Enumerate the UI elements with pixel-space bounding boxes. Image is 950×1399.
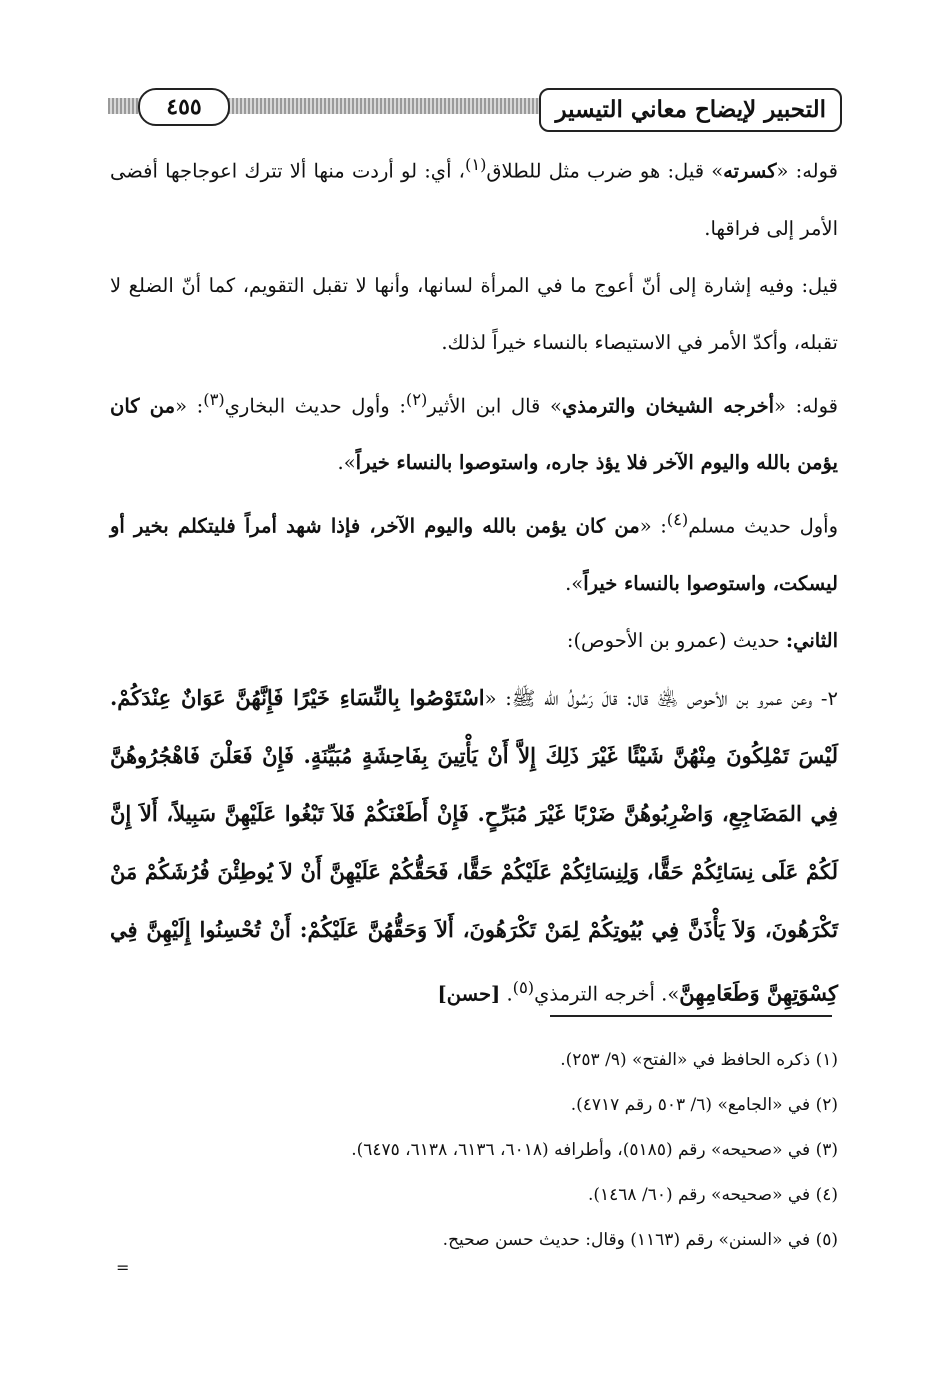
text: » قال ابن الأثير (427, 394, 562, 417)
text: ، أي: لو أردت منها ألا تترك اعوجاجها أفضى الأمر إلى فراقها. (110, 159, 838, 240)
hadith-quote: من كان يؤمن بالله واليوم الآخر، فإذا شهد أمراً فليتكلم بخير أو ليسكت، واستوصوا بالنساء خيراً (110, 514, 838, 595)
footnote-separator (550, 1015, 832, 1017)
quoted-term: كسرته (723, 159, 777, 183)
text: : « (639, 514, 667, 538)
footnote-ref: (١) (464, 155, 487, 174)
footnote-5: (٥) في «السنن» رقم (١١٦٣) وقال: حديث حسن صحيح. (442, 1230, 838, 1250)
hadith-grade: [حسن] (437, 982, 501, 1005)
main-text (110, 136, 838, 1022)
page-header (108, 88, 842, 136)
quoted-term: أخرجه الشيخان والترمذي (561, 394, 775, 417)
hadith-text: اسْتَوْصُوا بِالنِّسَاءِ خَيْرًا فَإِنَّهُنَّ عَوَانٌ عِنْدَكُمْ. لَيْسَ تَمْلِكُونَ مِنْهُنَّ شَيْئًا غَيْرَ ذَلِكَ إِلاَّ أَنْ يَأْتِينَ بِفَاحِشَةٍ مُبَيِّنَةٍ. فَإِنْ فَعَلْنَ فَاهْجُرُوهُنَّ فِي المَضَاجِعِ، وَاضْرِبُوهُنَّ ضَرْبًا غَيْرَ مُبَرِّحٍ. فَإِنْ أَطَعْنَكُمْ فَلاَ تَبْغُوا عَلَيْهِنَّ سَبِيلاً، أَلاَ إِنَّ لَكُمْ عَلَى نِسَائِكُمْ حَقًّا، وَلِنِسَائِكُمْ عَلَيْكُمْ حَقًّا، فَحَقُّكُمْ عَلَيْهِنَّ أَنْ لاَ يُوطِئْنَ فُرُشَكُمْ مَنْ تَكْرَهُونَ، وَلاَ يَأْذَنَّ فِي بُيُوتِكُمْ لِمَنْ تَكْرَهُونَ، أَلاَ وَحَقُّهُنَّ عَلَيْكُمْ: أَنْ تُحْسِنُوا إِلَيْهِنَّ فِي كِسْوَتِهِنَّ وَطَعَامِهِنَّ (110, 684, 838, 1005)
text: » قيل: هو ضرب مثل للطلاق (486, 159, 724, 183)
margin-mark: = (116, 1258, 130, 1277)
text: ». أخرجه الترمذي (534, 982, 680, 1005)
page-number: ٤٥٥ (138, 88, 230, 126)
footnote-4: (٤) في «صحيحه» رقم (٦٠/ ١٤٦٨). (587, 1185, 838, 1205)
footnotes (110, 1038, 838, 1263)
paragraph-2: قيل: وفيه إشارة إلى أنّ أعوج ما في المرأة لسانها، وأنها لا تقبل التقويم، كما أنّ الضلع لا تقبله، وأكدّ الأمر في الاستيصاء بالنساء خيراً لذلك. (110, 273, 838, 354)
text: ٢- وعن عمرو بن الأحوص ﵁ قال: قالَ رَسُولُ الله ﷺ: « (484, 686, 839, 710)
paragraph-4 (110, 491, 838, 612)
text: وأول حديث مسلم (688, 514, 838, 538)
footnote-ref: (٥) (512, 977, 535, 997)
text: قوله: « (776, 159, 838, 183)
heading-label: الثاني: (785, 628, 838, 652)
footnote-ref: (٢) (405, 389, 428, 409)
text: : وأول حديث البخاري (224, 394, 406, 417)
footnote-2: (٢) في «الجامع» (٦/ ٥٠٣ رقم ٤٧١٧). (570, 1095, 838, 1115)
hadith-quote: من كان يؤمن بالله واليوم الآخر فلا يؤذ جاره، واستوصوا بالنساء خيراً (110, 394, 838, 474)
section-heading (110, 612, 838, 669)
footnote-3: (٣) في «صحيحه» رقم (٥١٨٥)، وأطرافه (٦٠١٨، ٦١٣٦، ٦١٣٨، ٦٤٧٥). (351, 1140, 838, 1160)
footnote-ref: (٣) (203, 389, 225, 409)
heading-text: حديث (عمرو بن الأحوص): (566, 628, 786, 652)
paragraph-1 (110, 136, 838, 257)
text: ». (565, 571, 584, 595)
text: . (500, 982, 513, 1005)
text: ». (337, 451, 356, 474)
footnote-ref: (٤) (666, 510, 689, 529)
paragraph-3 (110, 371, 838, 492)
hadith-paragraph (110, 669, 838, 1023)
book-title: التحبير لإيضاح معاني التيسير (539, 88, 842, 132)
text: قوله: « (774, 394, 838, 417)
text: : « (175, 394, 204, 417)
footnote-1: (١) ذكره الحافظ في «الفتح» (٩/ ٢٥٣). (560, 1050, 838, 1070)
